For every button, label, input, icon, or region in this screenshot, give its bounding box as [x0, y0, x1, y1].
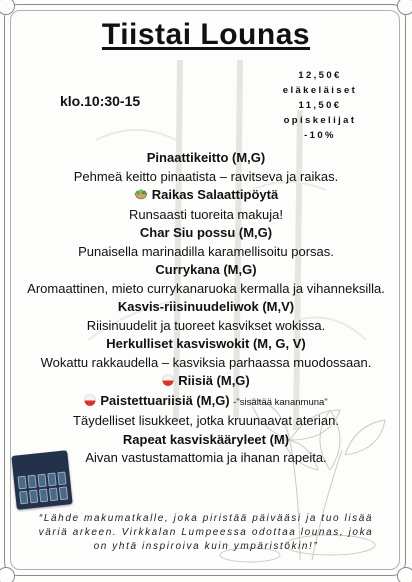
corner-ornament-icon: [397, 0, 412, 15]
dish-description: Aromaattinen, mieto currykanaruoka kermalla ja vihanneksilla.: [27, 280, 385, 296]
salad-icon: [134, 187, 148, 206]
menu-item: [20, 431, 392, 468]
price-students: -10%: [304, 130, 336, 141]
menu-item: [20, 224, 392, 261]
price-seniors: 11,50€: [298, 100, 342, 111]
page-title: Tiistai Lounas: [101, 18, 311, 51]
price-list: [270, 68, 370, 143]
price-label-students: opiskelijat: [283, 115, 357, 126]
dish-description: Punaisella marinadilla karamellisoitu porsas.: [78, 243, 334, 259]
menu-item: [20, 335, 392, 372]
dish-name: Riisiä (M,G): [178, 373, 250, 388]
dish-name: Kasvis-riisinuudeliwok (M,V): [117, 299, 295, 314]
opening-hours: klo.10:30-15: [60, 93, 141, 109]
corner-ornament-icon: [0, 567, 15, 582]
rice-bowl-icon: [162, 373, 174, 392]
dish-description: Runsaasti tuoreita makuja!: [129, 206, 283, 222]
menu-item: [20, 298, 392, 335]
dish-description: Wokattu rakkaudella – kasviksia parhaassa muodossaan.: [40, 354, 372, 370]
dish-name: Herkulliset kasviswokit (M, G, V): [106, 336, 306, 351]
menu-list: [20, 149, 392, 468]
rice-bowl-icon: [84, 393, 96, 412]
loyalty-card-image: [11, 450, 72, 510]
closing-quote: “Lähde makumatkalle, joka piristää päivääsi ja tuo lisää väriä arkeen. Virkkalan Lumpeessa odottaa lounas, joka on yhtä inspiroiva kuin ympäristökin!”: [38, 513, 374, 552]
menu-item: [20, 372, 392, 392]
menu-item: [20, 149, 392, 186]
corner-ornament-icon: [397, 567, 412, 582]
dish-name: Char Siu possu (M,G): [139, 225, 273, 240]
menu-item: [20, 261, 392, 298]
menu-item: [20, 392, 392, 431]
dish-description: Pehmeä keitto pinaatista – ravitseva ja raikas.: [73, 168, 339, 184]
dish-description: Täydelliset lisukkeet, jotka kruunaavat aterian.: [73, 413, 339, 428]
dish-name: Pinaattikeitto (M,G): [146, 150, 266, 165]
dish-name: Paistettuariisiä (M,G): [100, 392, 230, 408]
dish-name: Rapeat kasviskääryleet (M): [122, 431, 290, 447]
dish-description: Riisinuudelit ja tuoreet kasvikset wokissa.: [86, 317, 326, 333]
price-label-seniors: eläkeläiset: [282, 85, 358, 96]
price-regular: 12,50€: [298, 70, 342, 81]
dish-name: Raikas Salaattipöytä: [151, 187, 279, 202]
dish-name: Currykana (M,G): [155, 262, 257, 277]
stamp-grid: [18, 472, 69, 505]
dish-description: Aivan vastustamattomia ja ihanan rapeita.: [85, 450, 327, 465]
menu-item: [20, 186, 392, 224]
dish-note: -"sisältää kananmuna": [233, 396, 328, 408]
